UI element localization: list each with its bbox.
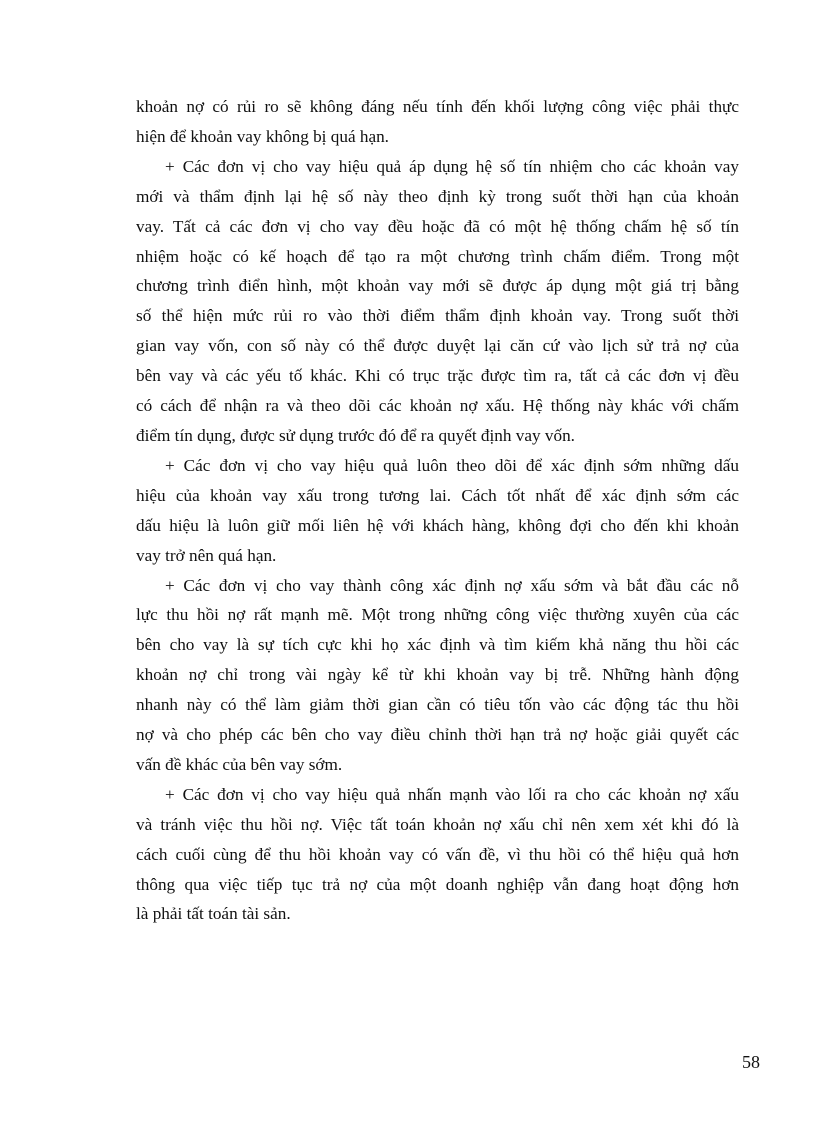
- paragraph-early-recovery: [136, 571, 739, 780]
- text-line: khoản nợ chỉ trong vài ngày kể từ khi khoản vay bị trễ. Những hành động: [136, 665, 739, 685]
- text-line: bên cho vay là sự tích cực khi họ xác định và tìm kiếm khả năng thu hồi các: [136, 635, 739, 655]
- text-line: gian vay vốn, con số này có thể được duyệt lại căn cứ vào lịch sử trả nợ của: [136, 336, 739, 356]
- text-line: + Các đơn vị cho vay thành công xác định nợ xấu sớm và bắt đầu các nỗ: [165, 575, 739, 595]
- text-line: vay trở nên quá hạn.: [136, 545, 277, 565]
- text-line: khoản nợ có rủi ro sẽ không đáng nếu tính đến khối lượng công việc phải thực: [136, 97, 739, 116]
- text-line: và tránh việc thu hồi nợ. Việc tất toán khoản nợ xấu chỉ nên xem xét khi đó là: [136, 814, 739, 834]
- text-line: cách cuối cùng để thu hồi khoản vay có vấn đề, vì thu hồi có thể hiệu quả hơn: [136, 844, 739, 864]
- text-line: là phải tất toán tài sản.: [136, 904, 291, 924]
- text-line: thông qua việc tiếp tục trả nợ của một doanh nghiệp vẫn đang hoạt động hơn: [136, 874, 739, 894]
- page-number: 58: [742, 1052, 760, 1072]
- text-line: nhanh này có thể làm giảm thời gian cần có tiêu tốn vào các động tác thu hồi: [136, 695, 739, 715]
- text-line: vay. Tất cả các đơn vị cho vay đều hoặc đã có một hệ thống chấm hệ số tín: [136, 216, 739, 236]
- text-line: hiện để khoản vay không bị quá hạn.: [136, 126, 389, 146]
- text-line: chương trình điển hình, một khoản vay mới sẽ được áp dụng một giá trị bằng: [136, 276, 739, 296]
- text-line: có cách để nhận ra và theo dõi các khoản nợ xấu. Hệ thống này khác với chấm: [136, 396, 739, 416]
- text-line: điểm tín dụng, được sử dụng trước đó để ra quyết định vay vốn.: [136, 425, 575, 445]
- paragraph-credit-rating: [136, 152, 739, 451]
- text-line: dấu hiệu là luôn giữ mối liên hệ với khách hàng, không đợi cho đến khi khoản: [136, 515, 739, 535]
- text-line: + Các đơn vị cho vay hiệu quả luôn theo dõi để xác định sớm những dấu: [165, 455, 739, 475]
- text-line: số thể hiện mức rủi ro vào thời điểm thẩm định khoản vay. Trong suốt thời: [136, 306, 739, 326]
- text-line: mới và thẩm định lại hệ số này theo định kỳ trong suốt thời hạn của khoản: [136, 186, 739, 206]
- text-line: hiệu của khoản vay xấu trong tương lai. Cách tốt nhất để xác định sớm các: [136, 485, 739, 505]
- text-line: + Các đơn vị cho vay hiệu quả nhấn mạnh vào lối ra cho các khoản nợ xấu: [165, 784, 739, 804]
- paragraph-continuation: [136, 92, 739, 152]
- text-line: bên vay và các yếu tố khác. Khi có trục trặc được tìm ra, tất cả các đơn vị đều: [136, 366, 739, 386]
- text-line: + Các đơn vị cho vay hiệu quả áp dụng hệ số tín nhiệm cho các khoản vay: [165, 156, 739, 176]
- body-text: [136, 92, 739, 929]
- text-line: nợ và cho phép các bên cho vay điều chỉnh thời hạn trả nợ hoặc giải quyết các: [136, 725, 739, 745]
- paragraph-early-warning: [136, 451, 739, 571]
- paragraph-exit-strategy: [136, 780, 739, 930]
- text-line: lực thu hồi nợ rất mạnh mẽ. Một trong những công việc thường xuyên của các: [136, 605, 739, 625]
- text-line: vấn đề khác của bên vay sớm.: [136, 754, 343, 774]
- text-line: nhiệm hoặc có kế hoạch để tạo ra một chương trình chấm điểm. Trong một: [136, 246, 739, 266]
